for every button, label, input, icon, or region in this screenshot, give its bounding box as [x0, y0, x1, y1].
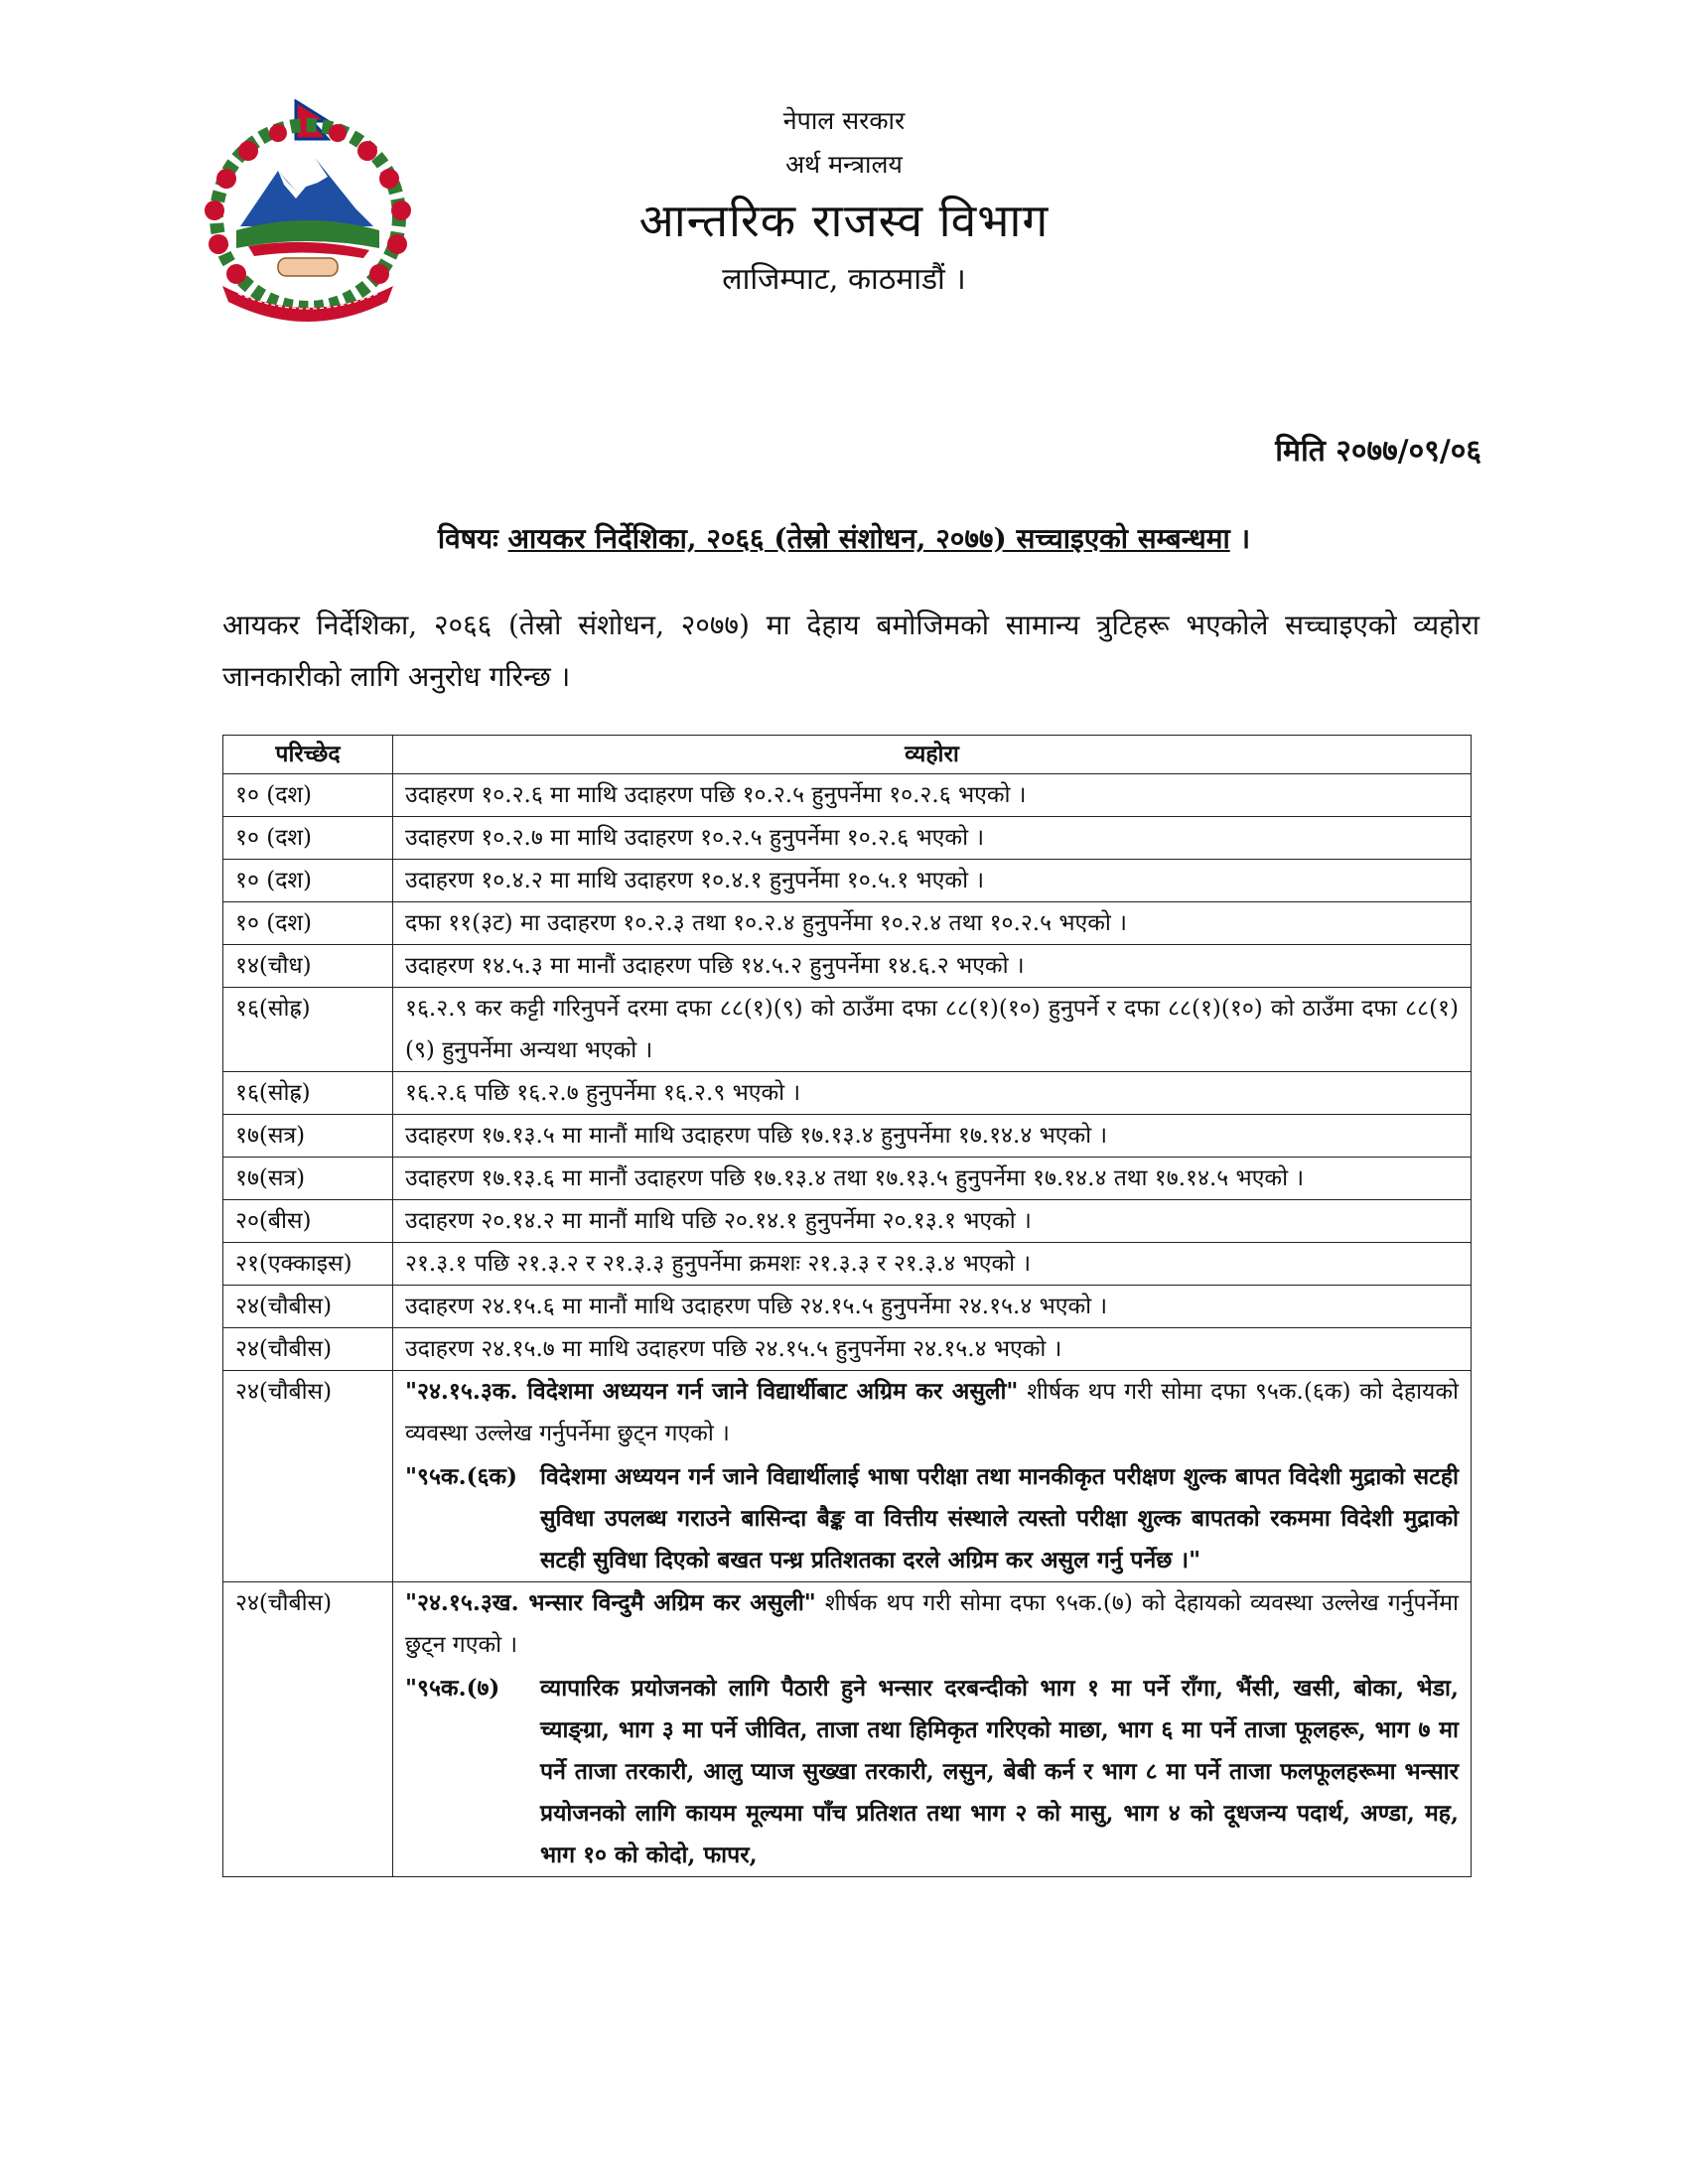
section-cell: १४(चौध) [223, 945, 393, 988]
amendment-text: शीर्षक थप गरी सोमा दफा ९५क.(७) को देहायको व्यवस्था उल्लेख गर्नुपर्नेमा छुट्न गएको । [405, 1590, 1459, 1658]
column-header-details: व्यहोरा [393, 736, 1472, 774]
table-row [223, 1371, 1472, 1582]
provision-number: "९५क.(६क) [405, 1463, 517, 1490]
heading-text: "२४.१५.३क. विदेशमा अध्ययन गर्न जाने विद्यार्थीबाट अग्रिम कर असुली" [405, 1378, 1019, 1405]
section-cell: १७(सत्र) [223, 1158, 393, 1200]
details-cell: उदाहरण १०.२.६ मा माथि उदाहरण पछि १०.२.५ हुनुपर्नेमा १०.२.६ भएको । [393, 774, 1472, 817]
section-cell: २१(एक्काइस) [223, 1243, 393, 1286]
table-row [223, 1072, 1472, 1115]
table-row [223, 945, 1472, 988]
intro-paragraph: आयकर निर्देशिका, २०६६ (तेस्रो संशोधन, २०७७) मा देहाय बमोजिमको सामान्य त्रुटिहरू भएकोले सच्चाइएको व्यहोरा जानकारीको लागि अनुरोध गरिन्छ । [222, 609, 1479, 693]
details-cell: उदाहरण २४.१५.६ मा मानौं माथि उदाहरण पछि २४.१५.५ हुनुपर्नेमा २४.१५.४ भएको । [393, 1286, 1472, 1328]
section-cell: २०(बीस) [223, 1200, 393, 1243]
provision-text: विदेशमा अध्ययन गर्न जाने विद्यार्थीलाई भाषा परीक्षा तथा मानकीकृत परीक्षण शुल्क बापत विदेशी मुद्राको सटही सुविधा उपलब्ध गराउने बासिन्दा बैङ्क वा वित्तीय संस्थाले त्यस्तो परीक्षा शुल्क बापतको रकममा विदेशी मुद्राको सटही सुविधा दिएको बखत पन्ध्र प्रतिशतका दरले अग्रिम कर असुल गर्नु पर्नेछ ।" [540, 1463, 1459, 1573]
details-cell: उदाहरण १७.१३.६ मा मानौं उदाहरण पछि १७.१३.४ तथा १७.१३.५ हुनुपर्नेमा १७.१४.४ तथा १७.१४.५ भएको । [393, 1158, 1472, 1200]
details-cell: उदाहरण १४.५.३ मा मानौं उदाहरण पछि १४.५.२ हुनुपर्नेमा १४.६.२ भएको । [393, 945, 1472, 988]
provision-text: व्यापारिक प्रयोजनको लागि पैठारी हुने भन्सार दरबन्दीको भाग १ मा पर्ने राँगा, भैंसी, खसी, बोका, भेडा, च्याङ्ग्रा, भाग ३ मा पर्ने जीवित, ताजा तथा हिमिकृत गरिएको माछा, भाग ६ मा पर्ने ताजा फूलहरू, भाग ७ मा पर्ने ताजा तरकारी, आलु प्याज सुख्खा तरकारी, लसुन, बेबी कर्न र भाग ८ मा पर्ने ताजा फलफूलहरूमा भन्सार प्रयोजनको लागि कायम मूल्यमा पाँच प्रतिशत तथा भाग २ को मासु, भाग ४ को दूधजन्य पदार्थ, अण्डा, मह, भाग १० को कोदो, फापर, [540, 1675, 1459, 1868]
details-cell: २१.३.१ पछि २१.३.२ र २१.३.३ हुनुपर्नेमा क्रमशः २१.३.३ र २१.३.४ भएको । [393, 1243, 1472, 1286]
provision-number: "९५क.(७) [405, 1675, 500, 1702]
table-row [223, 1286, 1472, 1328]
amendment-text: शीर्षक थप गरी सोमा दफा ९५क.(६क) को देहायको व्यवस्था उल्लेख गर्नुपर्नेमा छुट्न गएको । [405, 1379, 1459, 1446]
column-header-section: परिच्छेद [223, 736, 393, 774]
table-row [223, 1115, 1472, 1158]
details-cell: १६.२.९ कर कट्टी गरिनुपर्ने दरमा दफा ८८(१)(९) को ठाउँमा दफा ८८(१)(१०) हुनुपर्ने र दफा ८८(१)(१०) को ठाउँमा दफा ८८(१)(९) हुनुपर्नेमा अन्यथा भएको । [393, 988, 1472, 1072]
table-row [223, 1328, 1472, 1371]
subject-suffix: । [1229, 522, 1251, 555]
letter-date: मिति २०७७/०९/०६ [1275, 434, 1481, 469]
section-cell: १६(सोह्र) [223, 988, 393, 1072]
details-cell: उदाहरण २०.१४.२ मा मानौं माथि पछि २०.१४.१ हुनुपर्नेमा २०.१३.१ भएको । [393, 1200, 1472, 1243]
quoted-provision [405, 1456, 1459, 1581]
quoted-provision [405, 1668, 1459, 1876]
section-cell: १० (दश) [223, 817, 393, 860]
table-row [223, 1582, 1472, 1877]
section-cell: २४(चौबीस) [223, 1582, 393, 1877]
section-cell: १० (दश) [223, 774, 393, 817]
table-row [223, 774, 1472, 817]
letterhead [0, 99, 1688, 306]
table-row [223, 1158, 1472, 1200]
table-row [223, 988, 1472, 1072]
table-row [223, 817, 1472, 860]
subject-line [0, 519, 1688, 557]
section-cell: २४(चौबीस) [223, 1371, 393, 1582]
details-cell [393, 1582, 1472, 1877]
details-cell: दफा ११(३ट) मा उदाहरण १०.२.३ तथा १०.२.४ हुनुपर्नेमा १०.२.४ तथा १०.२.५ भएको । [393, 902, 1472, 945]
subject-prefix: विषयः [437, 522, 498, 555]
details-cell [393, 1371, 1472, 1582]
section-cell: १० (दश) [223, 860, 393, 902]
table-row [223, 1243, 1472, 1286]
subject-text: आयकर निर्देशिका, २०६६ (तेस्रो संशोधन, २०७७) सच्चाइएको सम्बन्धमा [507, 522, 1230, 555]
table-row [223, 860, 1472, 902]
government-name: नेपाल सरकार [782, 106, 906, 135]
section-cell: १६(सोह्र) [223, 1072, 393, 1115]
details-cell: १६.२.६ पछि १६.२.७ हुनुपर्नेमा १६.२.९ भएको । [393, 1072, 1472, 1115]
table-header-row [223, 736, 1472, 774]
errata-table [222, 735, 1472, 1877]
section-cell: १७(सत्र) [223, 1115, 393, 1158]
ministry-name: अर्थ मन्त्रालय [785, 150, 903, 179]
details-cell: उदाहरण २४.१५.७ मा माथि उदाहरण पछि २४.१५.५ हुनुपर्नेमा २४.१५.४ भएको । [393, 1328, 1472, 1371]
department-address: लाजिम्पाट, काठमाडौं । [722, 262, 966, 297]
section-cell: १० (दश) [223, 902, 393, 945]
details-cell: उदाहरण १०.२.७ मा माथि उदाहरण १०.२.५ हुनुपर्नेमा १०.२.६ भएको । [393, 817, 1472, 860]
department-name: आन्तरिक राजस्व विभाग [638, 194, 1050, 247]
section-cell: २४(चौबीस) [223, 1328, 393, 1371]
table-row [223, 1200, 1472, 1243]
details-cell: उदाहरण १७.१३.५ मा मानौं माथि उदाहरण पछि १७.१३.४ हुनुपर्नेमा १७.१४.४ भएको । [393, 1115, 1472, 1158]
details-cell: उदाहरण १०.४.२ मा माथि उदाहरण १०.४.१ हुनुपर्नेमा १०.५.१ भएको । [393, 860, 1472, 902]
table-row [223, 902, 1472, 945]
heading-text: "२४.१५.३ख. भन्सार विन्दुमै अग्रिम कर असुली" [405, 1589, 816, 1616]
section-cell: २४(चौबीस) [223, 1286, 393, 1328]
